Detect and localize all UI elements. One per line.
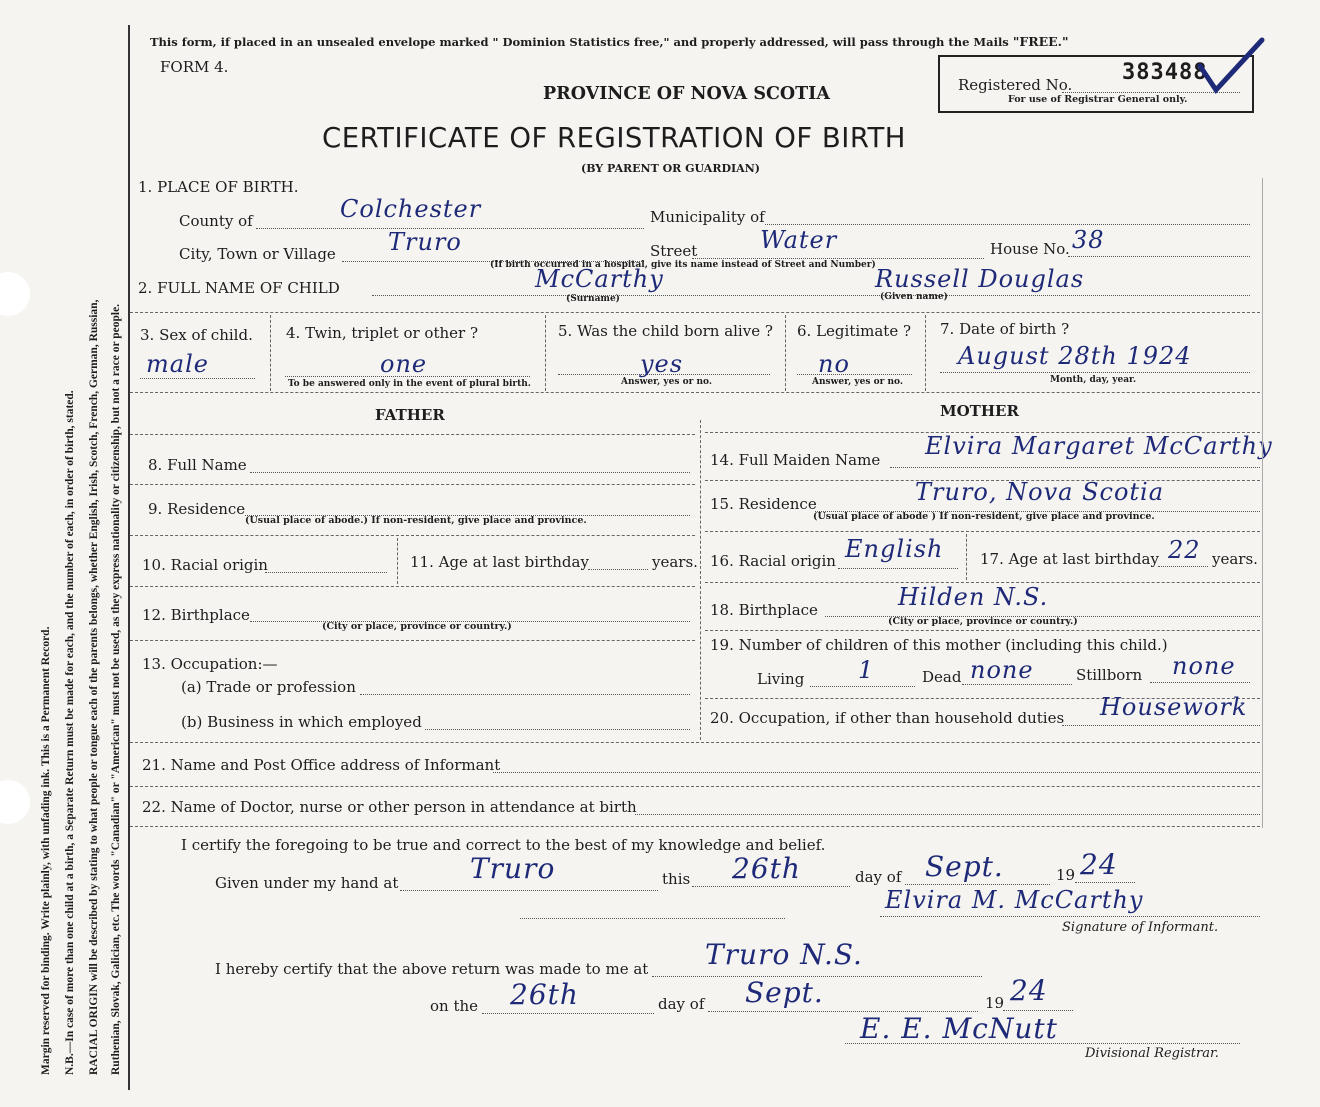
certificate-subtitle: (BY PARENT OR GUARDIAN) bbox=[581, 162, 760, 175]
mother-birthplace-label: 18. Birthplace bbox=[710, 601, 818, 619]
house-value: 38 bbox=[1072, 226, 1105, 254]
father-age-label: 11. Age at last birthday bbox=[410, 553, 589, 571]
hospital-note: (If birth occurred in a hospital, give its name instead of Street and Number) bbox=[490, 260, 876, 270]
surname-note: (Surname) bbox=[566, 294, 620, 304]
registered-label: Registered No. bbox=[958, 76, 1073, 94]
mother-occupation-label: 20. Occupation, if other than household duties bbox=[710, 709, 1065, 727]
registrar-note: For use of Registrar General only. bbox=[1008, 94, 1188, 105]
sex-value: male bbox=[146, 350, 209, 378]
street-value: Water bbox=[760, 226, 838, 254]
this-label: this bbox=[662, 870, 691, 888]
punch-hole bbox=[0, 272, 30, 316]
mother-residence-value: Truro, Nova Scotia bbox=[915, 478, 1165, 506]
father-name-label: 8. Full Name bbox=[148, 456, 247, 474]
mother-residence-label: 15. Residence bbox=[710, 495, 817, 513]
child-given-value: Russell Douglas bbox=[875, 265, 1085, 293]
stillborn-value: none bbox=[1172, 652, 1236, 680]
father-birthplace-label: 12. Birthplace bbox=[142, 606, 250, 624]
mother-heading: MOTHER bbox=[940, 402, 1019, 420]
doctor-label: 22. Name of Doctor, nurse or other person in attendance at birth bbox=[142, 798, 637, 816]
father-residence-note: (Usual place of abode.) If non-resident, give place and province. bbox=[245, 515, 587, 526]
mother-race-value: English bbox=[845, 535, 944, 563]
city-label: City, Town or Village bbox=[179, 245, 336, 263]
registered-number: 383488 bbox=[1122, 60, 1208, 85]
margin-note-multiple-births: N.B.—In case of more than one child at a birth, a Separate Return must be made for each, and the number of each, in order of birth, stated. bbox=[64, 390, 76, 1075]
given-year-value: 24 bbox=[1080, 848, 1118, 881]
given-name-note: (Given name) bbox=[880, 292, 948, 302]
alive-value: yes bbox=[640, 350, 684, 378]
registrar-day-value: 26th bbox=[510, 978, 579, 1011]
city-value: Truro bbox=[388, 228, 462, 256]
alive-label: 5. Was the child born alive ? bbox=[558, 322, 773, 340]
father-residence-label: 9. Residence bbox=[148, 500, 246, 518]
mother-age-value: 22 bbox=[1168, 536, 1201, 564]
twin-value: one bbox=[380, 350, 428, 378]
municipality-label: Municipality of bbox=[650, 208, 765, 226]
registrar-signature: E. E. McNutt bbox=[860, 1012, 1058, 1045]
father-trade-label: (a) Trade or profession bbox=[181, 678, 356, 696]
father-heading: FATHER bbox=[375, 406, 445, 424]
given-month-value: Sept. bbox=[925, 850, 1004, 883]
father-race-label: 10. Racial origin bbox=[142, 556, 268, 574]
stillborn-label: Stillborn bbox=[1076, 666, 1143, 684]
child-surname-value: McCarthy bbox=[535, 265, 664, 293]
mother-birthplace-note: (City or place, province or country.) bbox=[888, 616, 1078, 627]
registrar-year-value: 24 bbox=[1010, 974, 1048, 1007]
margin-border bbox=[128, 25, 130, 1090]
dead-label: Dead bbox=[922, 668, 962, 686]
father-occupation-label: 13. Occupation:— bbox=[142, 655, 278, 673]
dob-value: August 28th 1924 bbox=[958, 342, 1192, 370]
mother-name-label: 14. Full Maiden Name bbox=[710, 451, 881, 469]
mail-notice bbox=[150, 34, 1069, 49]
house-label: House No. bbox=[990, 240, 1070, 258]
form-number: FORM 4. bbox=[160, 58, 229, 76]
informant-signature: Elvira M. McCarthy bbox=[885, 886, 1144, 914]
mother-race-label: 16. Racial origin bbox=[710, 552, 836, 570]
father-birthplace-note: (City or place, province or country.) bbox=[322, 621, 512, 632]
certificate-title: CERTIFICATE OF REGISTRATION OF BIRTH bbox=[322, 122, 906, 154]
registrar-statement: I hereby certify that the above return was made to me at bbox=[215, 960, 649, 978]
given-year-prefix: 19 bbox=[1056, 866, 1076, 884]
right-border bbox=[1262, 178, 1263, 828]
child-name-label: 2. FULL NAME OF CHILD bbox=[138, 279, 340, 297]
on-the-label: on the bbox=[430, 997, 479, 1015]
living-value: 1 bbox=[858, 656, 875, 684]
place-of-birth-heading: 1. PLACE OF BIRTH. bbox=[138, 178, 299, 196]
punch-hole bbox=[0, 780, 30, 824]
living-label: Living bbox=[757, 670, 805, 688]
informant-signature-label: Signature of Informant. bbox=[1062, 920, 1219, 935]
twin-note: To be answered only in the event of plural birth. bbox=[288, 379, 531, 389]
mother-birthplace-value: Hilden N.S. bbox=[898, 583, 1049, 611]
dob-note: Month, day, year. bbox=[1050, 375, 1137, 385]
sex-label: 3. Sex of child. bbox=[140, 326, 253, 344]
informant-label: 21. Name and Post Office address of Informant bbox=[142, 756, 501, 774]
alive-note: Answer, yes or no. bbox=[621, 377, 712, 387]
street-label: Street bbox=[650, 242, 698, 260]
registrar-place-value: Truro N.S. bbox=[705, 938, 863, 971]
dob-label: 7. Date of birth ? bbox=[940, 320, 1070, 338]
given-day-value: 26th bbox=[732, 852, 801, 885]
mother-residence-note: (Usual place of abode ) If non-resident, give place and province. bbox=[813, 511, 1155, 522]
mother-age-unit: years. bbox=[1212, 550, 1258, 568]
given-place-value: Truro bbox=[470, 852, 556, 885]
mail-notice-text: This form, if placed in an unsealed envelope marked " Dominion Statistics free," and properly addressed, will pass through the Mails bbox=[150, 35, 1009, 49]
registrar-signature-label: Divisional Registrar. bbox=[1085, 1046, 1219, 1061]
given-day-of-label: day of bbox=[855, 868, 902, 886]
registrar-year-prefix: 19 bbox=[985, 994, 1005, 1012]
legitimate-label: 6. Legitimate ? bbox=[797, 322, 912, 340]
mother-children-label: 19. Number of children of this mother (including this child.) bbox=[710, 636, 1168, 654]
registrar-month-value: Sept. bbox=[745, 976, 824, 1009]
margin-note-racial-origin-cont: Ruthenian, Slovak, Galician, etc. The words "Canadian" or "American" must not be used, as they express nationality or citizenship, but not a race or people. bbox=[110, 303, 122, 1075]
twin-label: 4. Twin, triplet or other ? bbox=[286, 324, 478, 342]
legitimate-value: no bbox=[818, 350, 850, 378]
dead-value: none bbox=[970, 656, 1034, 684]
check-mark-icon bbox=[1196, 34, 1268, 98]
father-business-label: (b) Business in which employed bbox=[181, 713, 422, 731]
province-heading: PROVINCE OF NOVA SCOTIA bbox=[543, 84, 830, 104]
certify-statement: I certify the foregoing to be true and correct to the best of my knowledge and belief. bbox=[181, 836, 826, 854]
margin-note-binding: Margin reserved for binding. Write plainly, with unfading ink. This is a Permanent Record. bbox=[40, 626, 52, 1075]
mail-notice-free: "FREE." bbox=[1012, 34, 1069, 49]
mother-age-label: 17. Age at last birthday bbox=[980, 550, 1159, 568]
county-value: Colchester bbox=[340, 195, 482, 223]
mother-name-value: Elvira Margaret McCarthy bbox=[925, 432, 1273, 460]
mother-occupation-value: Housework bbox=[1100, 693, 1248, 721]
margin-note-racial-origin: RACIAL ORIGIN will be described by stating to what people or tongue each of the parents belongs, whether English, Irish, Scotch, French, German, Russian, bbox=[88, 299, 100, 1075]
county-label: County of bbox=[179, 212, 253, 230]
legitimate-note: Answer, yes or no. bbox=[812, 377, 903, 387]
given-under-label: Given under my hand at bbox=[215, 874, 399, 892]
father-age-unit: years. bbox=[652, 553, 698, 571]
registrar-day-of-label: day of bbox=[658, 995, 705, 1013]
